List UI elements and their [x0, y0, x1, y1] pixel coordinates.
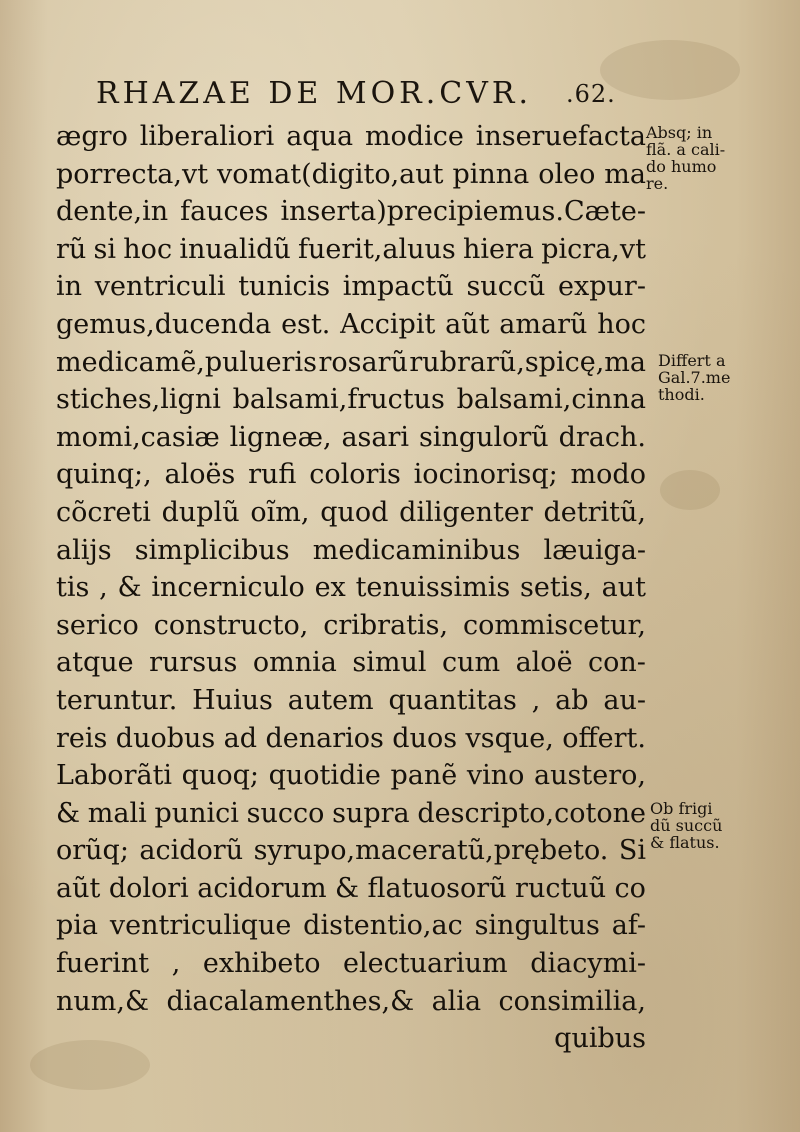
text-line: reis duobus ad denarios duos vsque, offert.	[56, 722, 646, 754]
text-line: quinq;, aloës rufi coloris iocinorisq; modo	[56, 459, 646, 491]
text-line: gemus,ducenda est. Accipit aũt amarũ hoc	[56, 308, 646, 340]
running-header	[96, 76, 656, 111]
text-line: pia ventriculique distentio,ac singultus af-	[56, 910, 646, 942]
text-line: aũt dolori acidorum & flatuosorũ ructuũ co	[56, 872, 646, 904]
text-line: serico constructo, cribratis, commiscetur,	[56, 609, 646, 641]
text-line: teruntur. Huius autem quantitas , ab au-	[56, 684, 646, 716]
margin-note-line: dũ succũ	[650, 816, 723, 835]
text-line: & mali punici succo supra descripto,cotone	[56, 797, 646, 829]
text-line: cõcreti duplũ oĩm, quod diligenter detritũ,	[56, 496, 646, 528]
margin-note-line: & flatus.	[650, 833, 720, 852]
text-line: dente,in fauces inserta)precipiemus.Cæte-	[56, 196, 646, 228]
text-line: rũ si hoc inualidũ fuerit,aluus hiera picra,vt	[56, 233, 646, 265]
margin-note-line: Differt a	[658, 351, 726, 370]
text-line: quibus	[554, 1023, 646, 1055]
text-line: stiches,ligni balsami,fructus balsami,cinna	[56, 384, 646, 416]
text-line: medicamẽ,pulueris rosarũ rubrarũ,spicę,ma	[56, 346, 646, 378]
margin-note-line: flã. a cali-	[646, 140, 726, 159]
text-line: alijs simplicibus medicaminibus læuiga-	[56, 534, 646, 566]
margin-note	[650, 800, 722, 851]
margin-note-line: Ob frigi	[650, 799, 713, 818]
text-line: porrecta,vt vomat(digito,aut pinna oleo ma	[56, 158, 646, 190]
running-title: RHAZAE DE MOR.CVR.	[96, 76, 533, 111]
margin-note	[658, 352, 730, 403]
text-line: Laborãti quoq; quotidie panẽ vino austero,	[56, 760, 646, 792]
text-line: momi,casiæ ligneæ, asari singulorũ drach.	[56, 421, 646, 453]
text-line: atque rursus omnia simul cum aloë con-	[56, 647, 646, 679]
paper-stain	[660, 470, 720, 510]
margin-note-line: Gal.7.me	[658, 368, 731, 387]
text-line: tis , & incerniculo ex tenuissimis setis, aut	[56, 572, 646, 604]
margin-note-line: re.	[646, 174, 669, 193]
margin-note-line: Absq; in	[646, 123, 713, 142]
text-line: fuerint , exhibeto electuarium diacymi-	[56, 948, 646, 980]
text-line: ægro liberaliori aqua modice inseruefacta	[56, 121, 646, 152]
folio-number: .62.	[566, 80, 616, 108]
margin-note-line: thodi.	[658, 385, 705, 404]
main-text-block	[56, 118, 646, 1058]
text-line: in ventriculi tunicis impactũ succũ expur-	[56, 271, 646, 303]
text-line: orũq; acidorũ syrupo,maceratũ,prębeto. Si	[56, 835, 646, 867]
text-line: num,& diacalamenthes,& alia consimilia,	[56, 985, 646, 1017]
margin-note	[646, 124, 725, 192]
margin-note-line: do humo	[646, 157, 717, 176]
